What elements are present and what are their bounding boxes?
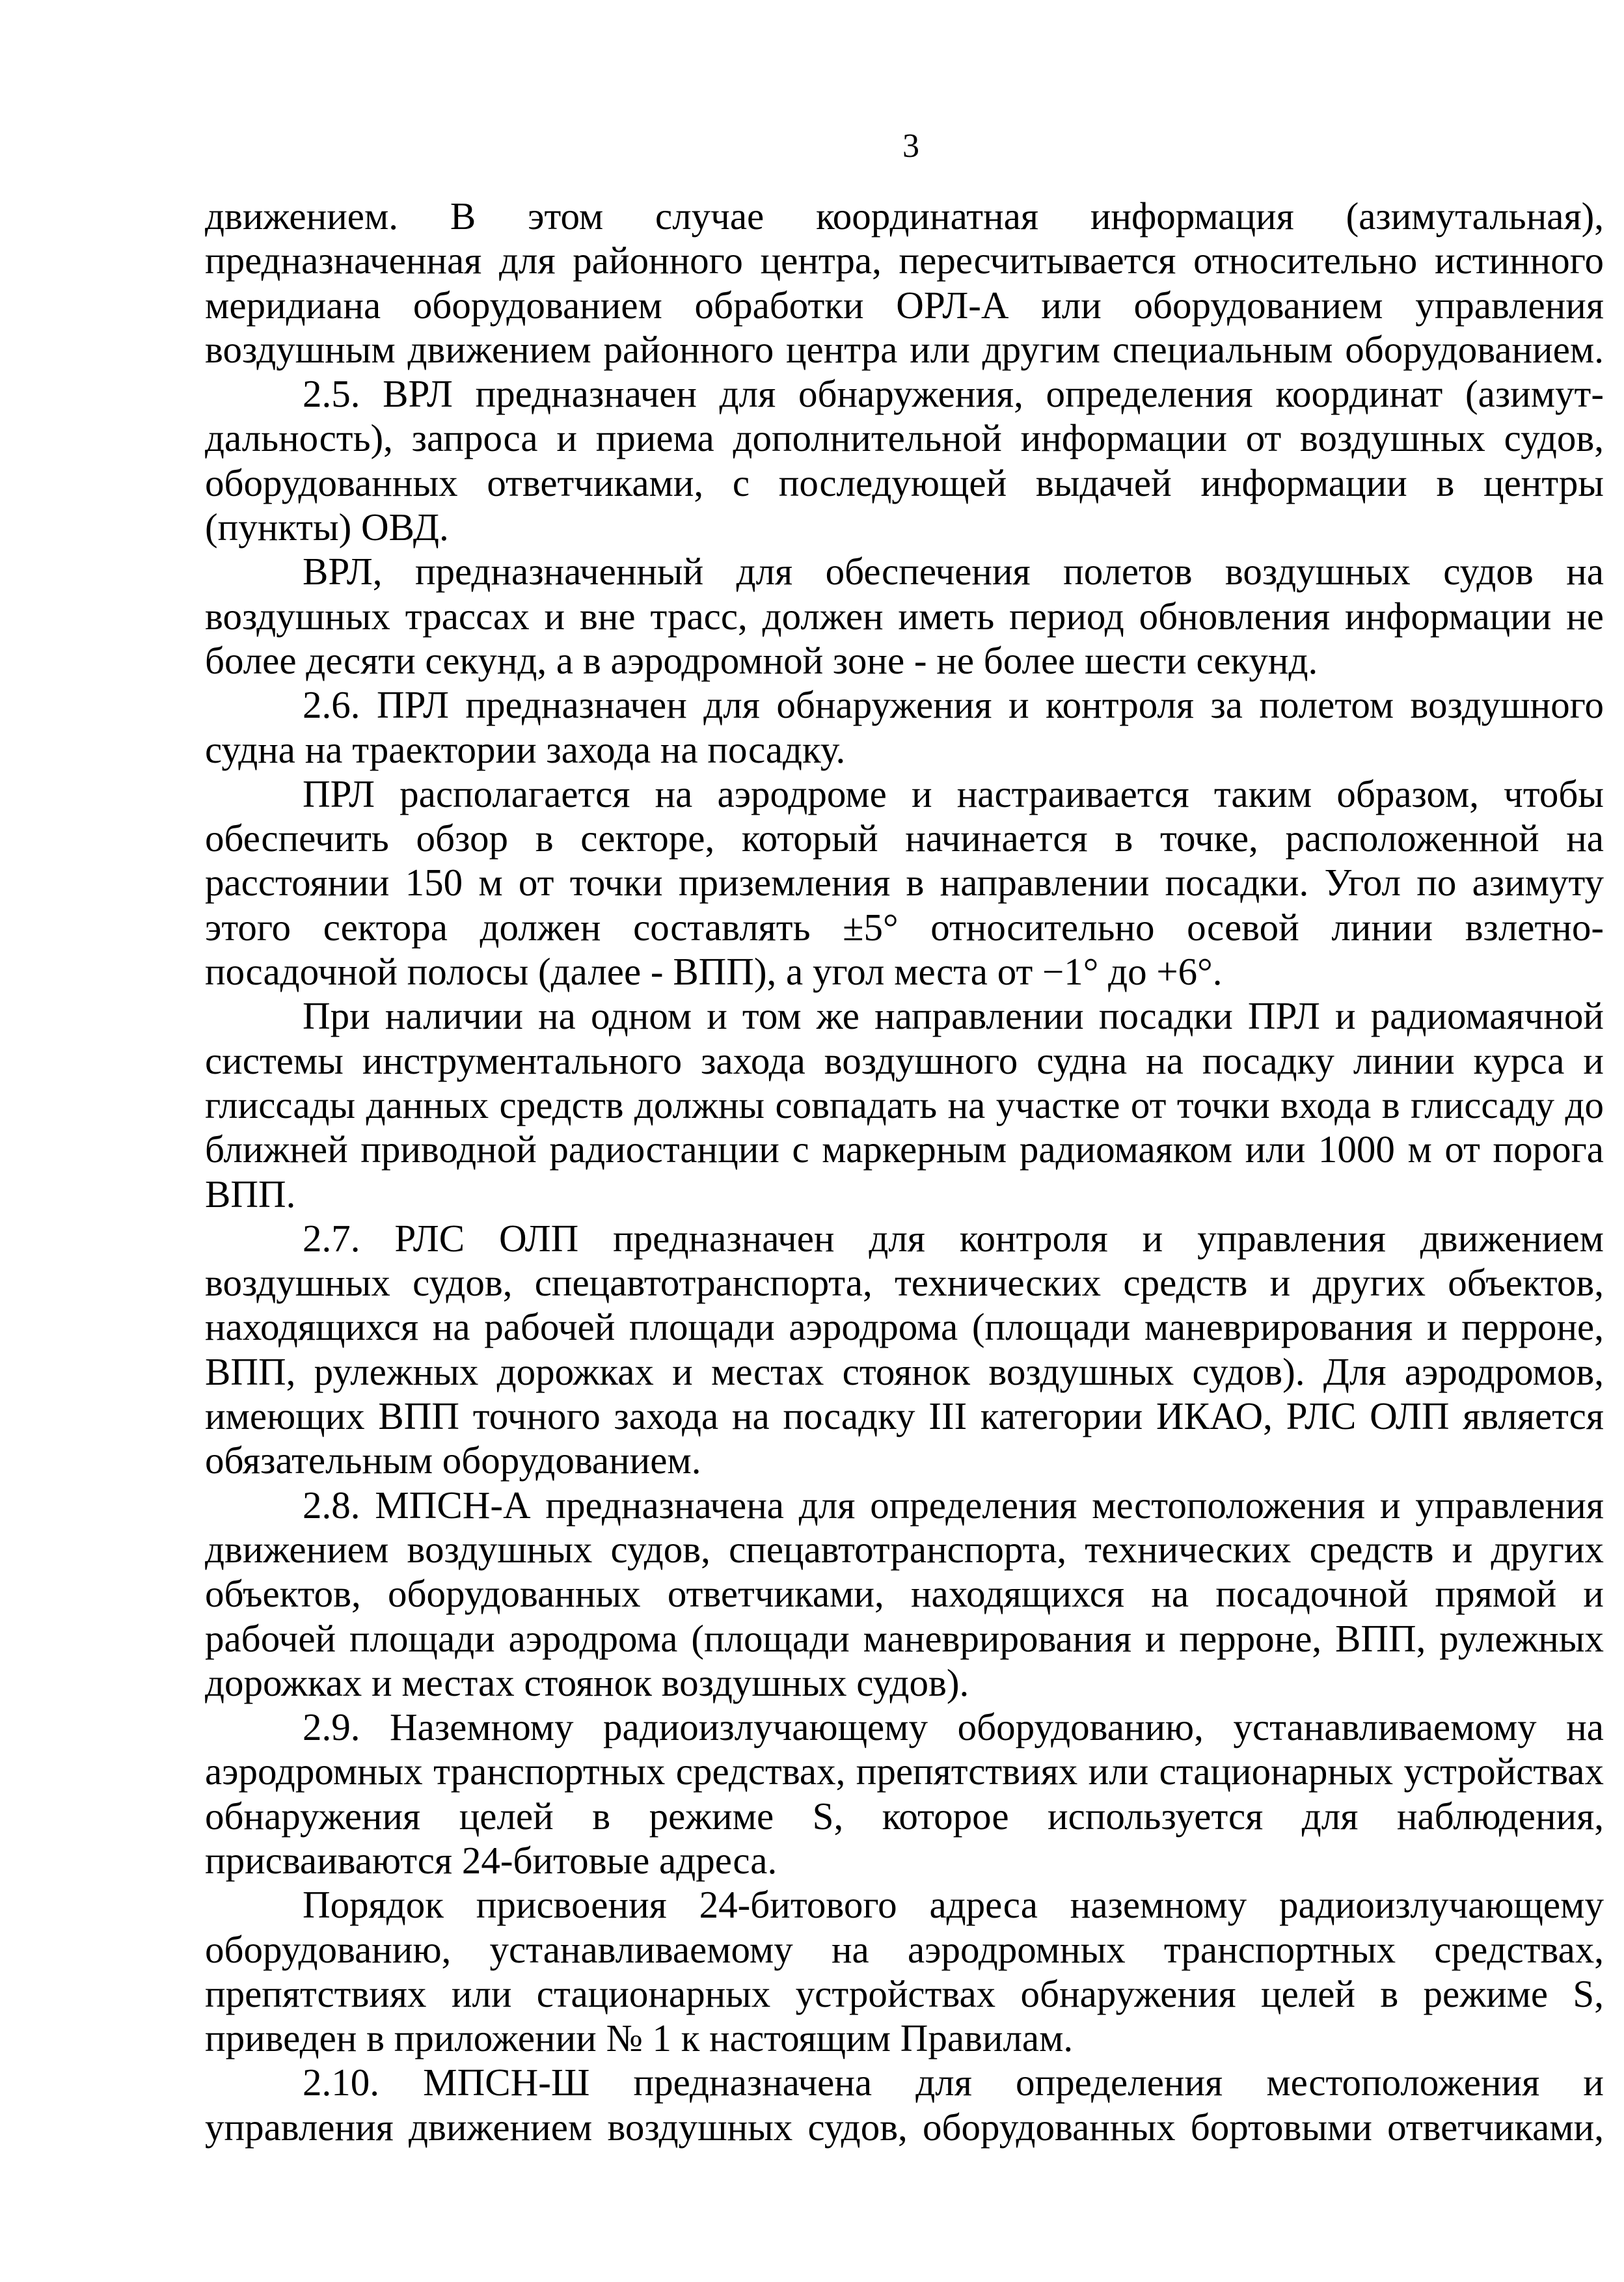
text-line: объектов, оборудованных ответчиками, находящихся на посадочной прямой и	[205, 1572, 1604, 1616]
text-line: воздушным движением районного центра или другим специальным оборудованием.	[205, 327, 1604, 371]
text-line: этого сектора должен составлять ±5° относительно осевой линии взлетно-	[205, 905, 1604, 949]
text-line: аэродромных транспортных средствах, препятствиях или стационарных устройствах	[205, 1750, 1604, 1793]
text-line: ВПП.	[205, 1172, 296, 1216]
text-line: дорожках и местах стоянок воздушных судов).	[205, 1661, 969, 1704]
text-line: ВПП, рулежных дорожках и местах стоянок воздушных судов). Для аэродромов,	[205, 1350, 1604, 1393]
text-line: более десяти секунд, а в аэродромной зоне - не более шести секунд.	[205, 638, 1318, 682]
text-line: 2.8. МПСН-А предназначена для определения местоположения и управления	[303, 1483, 1604, 1527]
text-line: оборудованию, устанавливаемому на аэродромных транспортных средствах,	[205, 1927, 1604, 1971]
text-line: (пункты) ОВД.	[205, 506, 449, 549]
text-line: глиссады данных средств должны совпадать на участке от точки входа в глиссаду до	[205, 1083, 1604, 1126]
text-line: расстоянии 150 м от точки приземления в направлении посадки. Угол по азимуту	[205, 861, 1604, 904]
text-line: Порядок присвоения 24-битового адреса наземному радиоизлучающему	[303, 1883, 1604, 1927]
text-line: рабочей площади аэродрома (площади маневрирования и перроне, ВПП, рулежных	[205, 1616, 1604, 1660]
text-line: 2.9. Наземному радиоизлучающему оборудованию, устанавливаемому на	[303, 1705, 1604, 1749]
text-line: обязательным оборудованием.	[205, 1439, 701, 1482]
document-body	[205, 194, 1604, 2149]
text-line: оборудованных ответчиками, с последующей выдачей информации в центры	[205, 461, 1604, 504]
text-line: присваиваются 24-битовые адреса.	[205, 1838, 778, 1882]
text-line: 2.10. МПСН-Ш предназначена для определения местоположения и	[303, 2061, 1604, 2104]
text-line: воздушных судов, спецавтотранспорта, технических средств и других объектов,	[205, 1261, 1604, 1305]
text-line: движением воздушных судов, спецавтотранспорта, технических средств и других	[205, 1527, 1604, 1571]
text-line: препятствиях или стационарных устройствах обнаружения целей в режиме S,	[205, 1972, 1604, 2015]
text-line: 2.7. РЛС ОЛП предназначен для контроля и управления движением	[303, 1216, 1604, 1260]
text-line: При наличии на одном и том же направлении посадки ПРЛ и радиомаячной	[303, 994, 1604, 1038]
text-line: управления движением воздушных судов, оборудованных бортовыми ответчиками,	[205, 2105, 1604, 2149]
text-line: дальность), запроса и приема дополнительной информации от воздушных судов,	[205, 416, 1604, 460]
text-line: приведен в приложении № 1 к настоящим Правилам.	[205, 2017, 1074, 2060]
text-line: 2.6. ПРЛ предназначен для обнаружения и контроля за полетом воздушного	[303, 683, 1604, 727]
text-line: посадочной полосы (далее - ВПП), а угол места от −1° до +6°.	[205, 950, 1223, 994]
text-line: ПРЛ располагается на аэродроме и настраивается таким образом, чтобы	[303, 772, 1604, 815]
text-line: движением. В этом случае координатная информация (азимутальная),	[205, 195, 1604, 238]
page-number: 3	[902, 128, 919, 165]
text-line: имеющих ВПП точного захода на посадку III категории ИКАО, РЛС ОЛП является	[205, 1394, 1604, 1438]
text-line: системы инструментального захода воздушного судна на посадку линии курса и	[205, 1039, 1604, 1082]
text-line: предназначенная для районного центра, пересчитывается относительно истинного	[205, 239, 1604, 282]
text-line: меридиана оборудованием обработки ОРЛ-А или оборудованием управления	[205, 283, 1604, 327]
text-line: судна на траектории захода на посадку.	[205, 727, 846, 771]
text-line: воздушных трассах и вне трасс, должен иметь период обновления информации не	[205, 594, 1604, 638]
text-line: обнаружения целей в режиме S, которое используется для наблюдения,	[205, 1794, 1604, 1838]
text-line: находящихся на рабочей площади аэродрома (площади маневрирования и перроне,	[205, 1305, 1604, 1349]
text-line: обеспечить обзор в секторе, который начинается в точке, расположенной на	[205, 817, 1604, 860]
text-line: ВРЛ, предназначенный для обеспечения полетов воздушных судов на	[303, 550, 1604, 593]
text-line: ближней приводной радиостанции с маркерным радиомаяком или 1000 м от порога	[205, 1128, 1604, 1171]
text-line: 2.5. ВРЛ предназначен для обнаружения, определения координат (азимут-	[303, 372, 1604, 416]
